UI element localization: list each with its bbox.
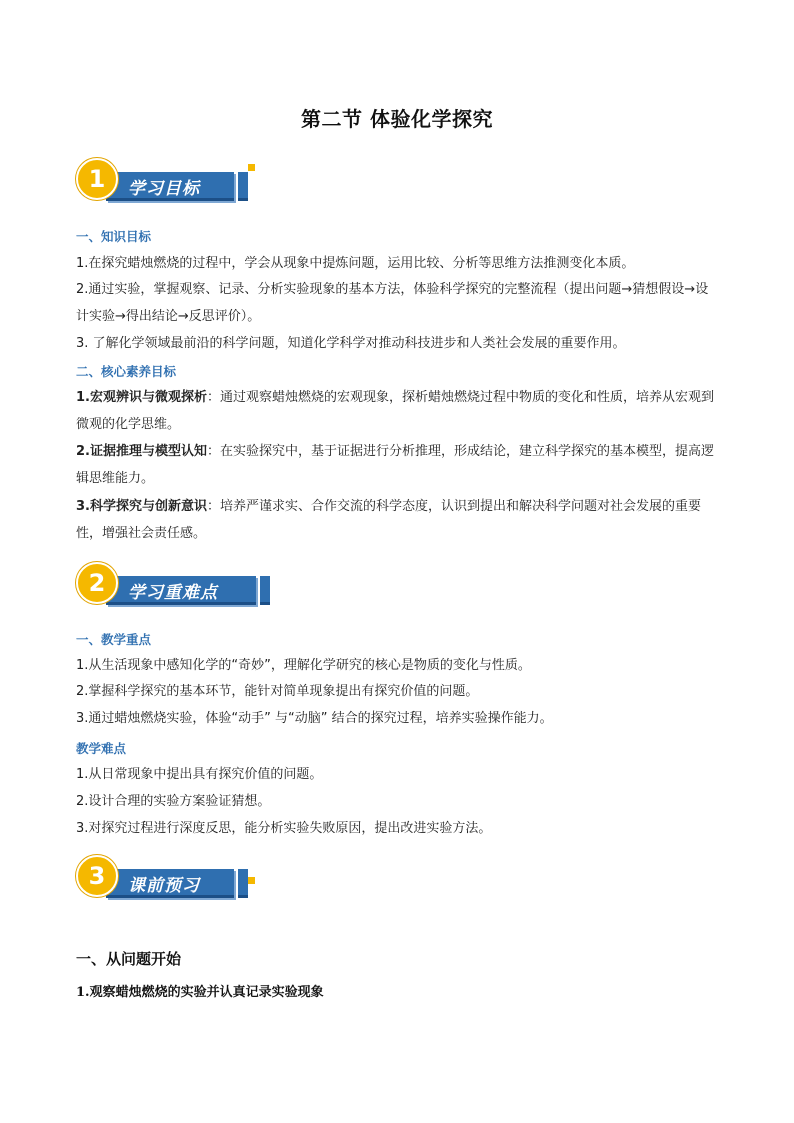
key-point-1: 1.从生活现象中感知化学的“奇妙”，理解化学研究的核心是物质的变化与性质。 <box>76 658 531 673</box>
difficulty-2: 2.设计合理的实验方案验证猜想。 <box>76 794 271 809</box>
square-dot-icon <box>248 164 255 171</box>
core-goal-2-lead: 2.证据推理与模型认知 <box>76 444 207 459</box>
bar-tail-decoration <box>260 576 270 605</box>
knowledge-goal-3: 3. 了解化学领域最前沿的科学问题，知道化学科学对推动科技进步和人类社会发展的重要作用。 <box>76 336 626 351</box>
core-goal-3 <box>76 493 718 547</box>
core-goal-2 <box>76 438 718 492</box>
section-badge-2 <box>76 562 286 622</box>
key-points-heading: 一、教学重点 <box>76 632 152 647</box>
core-goal-2-text: ：在实验探究中，基于证据进行分析推理，形成结论，建立科学探究的基本模型，提高逻辑思维能力。 <box>76 444 714 486</box>
preview-heading: 一、从问题开始 <box>76 950 182 968</box>
section-number-2: 2 <box>76 562 118 604</box>
core-goal-3-text: ：培养严谨求实、合作交流的科学态度，认识到提出和解决科学问题对社会发展的重要性，增强社会责任感。 <box>76 499 701 541</box>
bar-tail-decoration <box>238 172 248 201</box>
knowledge-goal-1: 1.在探究蜡烛燃烧的过程中，学会从现象中提炼问题，运用比较、分析等思维方法推测变化本质。 <box>76 256 635 271</box>
core-goal-1-text: ：通过观察蜡烛燃烧的宏观现象，探析蜡烛燃烧过程中物质的变化和性质，培养从宏观到微观的化学思维。 <box>76 390 714 432</box>
section-number-1: 1 <box>76 158 118 200</box>
preview-subheading: 1.观察蜡烛燃烧的实验并认真记录实验现象 <box>76 985 324 1000</box>
difficulty-1: 1.从日常现象中提出具有探究价值的问题。 <box>76 767 323 782</box>
key-point-2: 2.掌握科学探究的基本环节，能针对简单现象提出有探究价值的问题。 <box>76 684 479 699</box>
knowledge-goal-2: 2.通过实验，掌握观察、记录、分析实验现象的基本方法，体验科学探究的完整流程（提出问题→猜想假设→设计实验→得出结论→反思评价）。 <box>76 282 709 324</box>
section-badge-3 <box>76 855 266 915</box>
section-bar-2 <box>106 576 256 605</box>
core-goal-1 <box>76 384 718 438</box>
core-goal-3-lead: 3.科学探究与创新意识 <box>76 499 207 514</box>
section-label-3: 课前预习 <box>128 876 200 896</box>
knowledge-goals-heading: 一、知识目标 <box>76 229 152 244</box>
difficulty-heading: 教学难点 <box>76 741 127 756</box>
page-title: 第二节 体验化学探究 <box>301 107 493 131</box>
difficulty-3: 3.对探究过程进行深度反思，能分析实验失败原因，提出改进实验方法。 <box>76 821 492 836</box>
section-label-2: 学习重难点 <box>128 583 218 603</box>
key-point-3: 3.通过蜡烛燃烧实验，体验“动手” 与“动脑” 结合的探究过程，培养实验操作能力。 <box>76 711 553 726</box>
section-bar-1 <box>106 172 234 201</box>
section-number-3: 3 <box>76 855 118 897</box>
section-badge-1 <box>76 158 266 218</box>
section-label-1: 学习目标 <box>128 179 200 199</box>
core-goals-heading: 二、核心素养目标 <box>76 364 177 379</box>
core-goal-1-lead: 1.宏观辨识与微观探析 <box>76 390 207 405</box>
square-dot-icon <box>248 877 255 884</box>
section-bar-3 <box>106 869 234 898</box>
bar-tail-decoration <box>238 869 248 898</box>
